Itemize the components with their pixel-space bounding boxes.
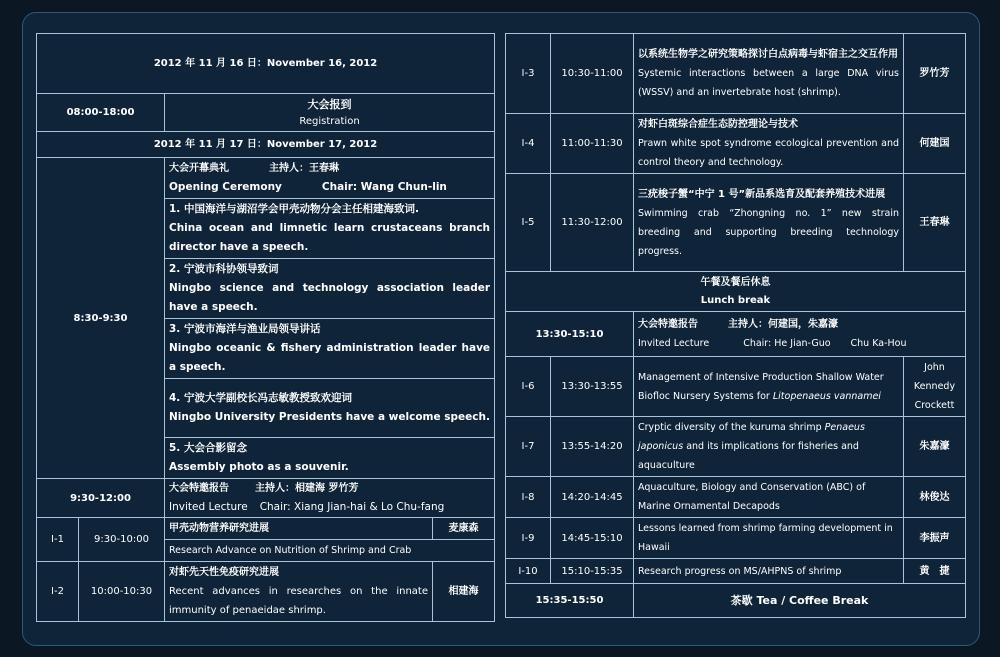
talk-speaker: John Kennedy Crockett bbox=[904, 357, 966, 417]
talk-title-en-after: and its implications for fisheries and aquaculture bbox=[638, 441, 859, 471]
talk-time: 14:20-14:45 bbox=[551, 477, 634, 518]
talk-speaker: 何建国 bbox=[904, 114, 966, 174]
day1-header: 2012 年 11 月 16 日：November 16, 2012 bbox=[37, 34, 495, 94]
talk-title-en: Recent advances in researches on the innate immunity of penaeidae shrimp. bbox=[169, 586, 428, 616]
talk-row bbox=[506, 518, 966, 559]
talk-id: I-5 bbox=[506, 174, 551, 272]
opening-title-row bbox=[37, 158, 495, 199]
talk-row bbox=[37, 518, 495, 540]
invited1-chair-zh: 主持人：相建海 罗竹芳 bbox=[255, 483, 359, 494]
talk-id: I-10 bbox=[506, 559, 551, 584]
talk-id: I-4 bbox=[506, 114, 551, 174]
talk-title-zh: 甲壳动物营养研究进展 bbox=[165, 518, 433, 540]
day2-header: 2012 年 11 月 17 日：November 17, 2012 bbox=[37, 132, 495, 158]
talk-row bbox=[37, 562, 495, 622]
talk-title-en: Research Advance on Nutrition of Shrimp and Crab bbox=[165, 540, 495, 562]
day-schedule-left bbox=[36, 33, 495, 622]
talk-row bbox=[506, 357, 966, 417]
talk-time: 13:55-14:20 bbox=[551, 417, 634, 477]
talk-id: I-2 bbox=[37, 562, 79, 622]
opening-item-en: Assembly photo as a souvenir. bbox=[169, 461, 349, 473]
talk-title-zh: 以系统生物学之研究策略探讨白点病毒与虾宿主之交互作用 bbox=[638, 49, 898, 60]
opening-chair-en: Chair: Wang Chun-lin bbox=[321, 181, 447, 193]
talk-speaker: 麦康森 bbox=[433, 518, 495, 540]
talk-time: 11:30-12:00 bbox=[551, 174, 634, 272]
break-time: 15:35-15:50 bbox=[506, 584, 634, 618]
talk-id: I-1 bbox=[37, 518, 79, 562]
talk-speaker: 李振声 bbox=[904, 518, 966, 559]
lunch-zh: 午餐及餐后休息 bbox=[700, 276, 771, 288]
talk-title-en: Aquaculture, Biology and Conservation (ABC) of Marine Ornamental Decapods bbox=[634, 477, 904, 518]
lunch-en: Lunch break bbox=[700, 294, 771, 306]
talk-id: I-9 bbox=[506, 518, 551, 559]
invited1-title-en: Invited Lecture bbox=[169, 501, 248, 513]
talk-time: 9:30-10:00 bbox=[79, 518, 165, 562]
talk-title-zh: 对虾先天性免疫研究进展 bbox=[169, 567, 279, 578]
opening-item-en: China ocean and limnetic learn crustaceans branch director have a speech. bbox=[169, 222, 491, 253]
invited1-row bbox=[37, 479, 495, 518]
opening-item-zh: 3. 宁波市海洋与渔业局领导讲话 bbox=[169, 323, 321, 335]
invited2-title-zh: 大会特邀报告 bbox=[638, 319, 698, 330]
talk-time: 14:45-15:10 bbox=[551, 518, 634, 559]
invited2-row bbox=[506, 312, 966, 357]
talk-speaker: 朱嘉濠 bbox=[904, 417, 966, 477]
talk-title-zh: 三疣梭子蟹“中宁 1 号”新品系选育及配套养殖技术进展 bbox=[638, 188, 886, 200]
registration-row bbox=[37, 94, 495, 132]
invited2-title-en: Invited Lecture bbox=[638, 338, 710, 349]
talk-row bbox=[506, 417, 966, 477]
opening-item-en: Ningbo oceanic & fishery administration leader have a speech. bbox=[169, 342, 491, 373]
break-label: 茶歇 Tea / Coffee Break bbox=[634, 584, 966, 618]
opening-chair-zh: 主持人：王春琳 bbox=[269, 163, 339, 174]
talk-time: 11:00-11:30 bbox=[551, 114, 634, 174]
registration-en: Registration bbox=[299, 115, 360, 127]
talk-id: I-7 bbox=[506, 417, 551, 477]
talk-id: I-6 bbox=[506, 357, 551, 417]
talk-title-en: Management of Intensive Production Shallow Water Biofloc Nursery Systems for bbox=[638, 371, 884, 402]
talk-species: Litopenaeus vannamei bbox=[772, 390, 881, 402]
talk-speaker: 相建海 bbox=[433, 562, 495, 622]
talk-title-en: Systemic interactions between a large DNA virus (WSSV) and an invertebrate host (shrimp). bbox=[638, 68, 899, 98]
invited2-time: 13:30-15:10 bbox=[506, 312, 634, 357]
invited1-time: 9:30-12:00 bbox=[37, 479, 165, 518]
invited2-chair-zh: 主持人：何建国，朱嘉濠 bbox=[728, 319, 838, 330]
talk-title-en: Prawn white spot syndrome ecological prevention and control theory and technology. bbox=[638, 138, 899, 168]
opening-item-zh: 2. 宁波市科协领导致词 bbox=[169, 263, 279, 275]
talk-title-en: Lessons learned from shrimp farming development in Hawaii bbox=[634, 518, 904, 559]
registration-time: 08:00-18:00 bbox=[37, 94, 165, 132]
break-row bbox=[506, 584, 966, 618]
talk-speaker: 罗竹芳 bbox=[904, 34, 966, 114]
opening-title-zh: 大会开幕典礼 bbox=[169, 163, 229, 174]
talk-speaker: 黄 捷 bbox=[904, 559, 966, 584]
day-schedule-right bbox=[505, 33, 966, 618]
opening-title-en: Opening Ceremony bbox=[169, 181, 282, 193]
invited2-chair-en: Chair: He Jian-Guo bbox=[743, 338, 831, 349]
opening-item-en: Ningbo science and technology association leader have a speech. bbox=[169, 282, 491, 313]
talk-title-en: Cryptic diversity of the kuruma shrimp bbox=[638, 422, 822, 433]
talk-time: 10:00-10:30 bbox=[79, 562, 165, 622]
registration-zh: 大会报到 bbox=[307, 97, 352, 111]
talk-title-en: Research progress on MS/AHPNS of shrimp bbox=[634, 559, 904, 584]
talk-row bbox=[506, 34, 966, 114]
opening-time: 8:30-9:30 bbox=[37, 158, 165, 479]
talk-row bbox=[506, 477, 966, 518]
talk-row bbox=[506, 559, 966, 584]
invited2-chair-en2: Chu Ka-Hou bbox=[850, 338, 907, 349]
talk-time: 10:30-11:00 bbox=[551, 34, 634, 114]
opening-item-en: Ningbo University Presidents have a welcome speech. bbox=[169, 411, 490, 423]
opening-item-zh: 1. 中国海洋与湖沼学会甲壳动物分会主任相建海致词. bbox=[169, 203, 419, 215]
talk-row bbox=[506, 114, 966, 174]
talk-row bbox=[506, 174, 966, 272]
talk-title-en: Swimming crab “Zhongning no. 1” new strain breeding and supporting breeding technology progress. bbox=[638, 207, 899, 257]
invited1-chair-en: Chair: Xiang Jian-hai & Lo Chu-fang bbox=[259, 501, 445, 513]
talk-speaker: 林俊达 bbox=[904, 477, 966, 518]
opening-item-zh: 5. 大会合影留念 bbox=[169, 442, 247, 454]
lunch-row bbox=[506, 272, 966, 312]
talk-title-zh: 对虾白斑综合症生态防控理论与技术 bbox=[638, 119, 798, 130]
talk-species: Penaeus japonicus bbox=[638, 422, 865, 452]
opening-item-zh: 4. 宁波大学副校长冯志敏教授致欢迎词 bbox=[169, 392, 352, 404]
invited1-title-zh: 大会特邀报告 bbox=[169, 483, 229, 494]
talk-id: I-8 bbox=[506, 477, 551, 518]
talk-time: 13:30-13:55 bbox=[551, 357, 634, 417]
talk-id: I-3 bbox=[506, 34, 551, 114]
talk-time: 15:10-15:35 bbox=[551, 559, 634, 584]
talk-speaker: 王春琳 bbox=[904, 174, 966, 272]
